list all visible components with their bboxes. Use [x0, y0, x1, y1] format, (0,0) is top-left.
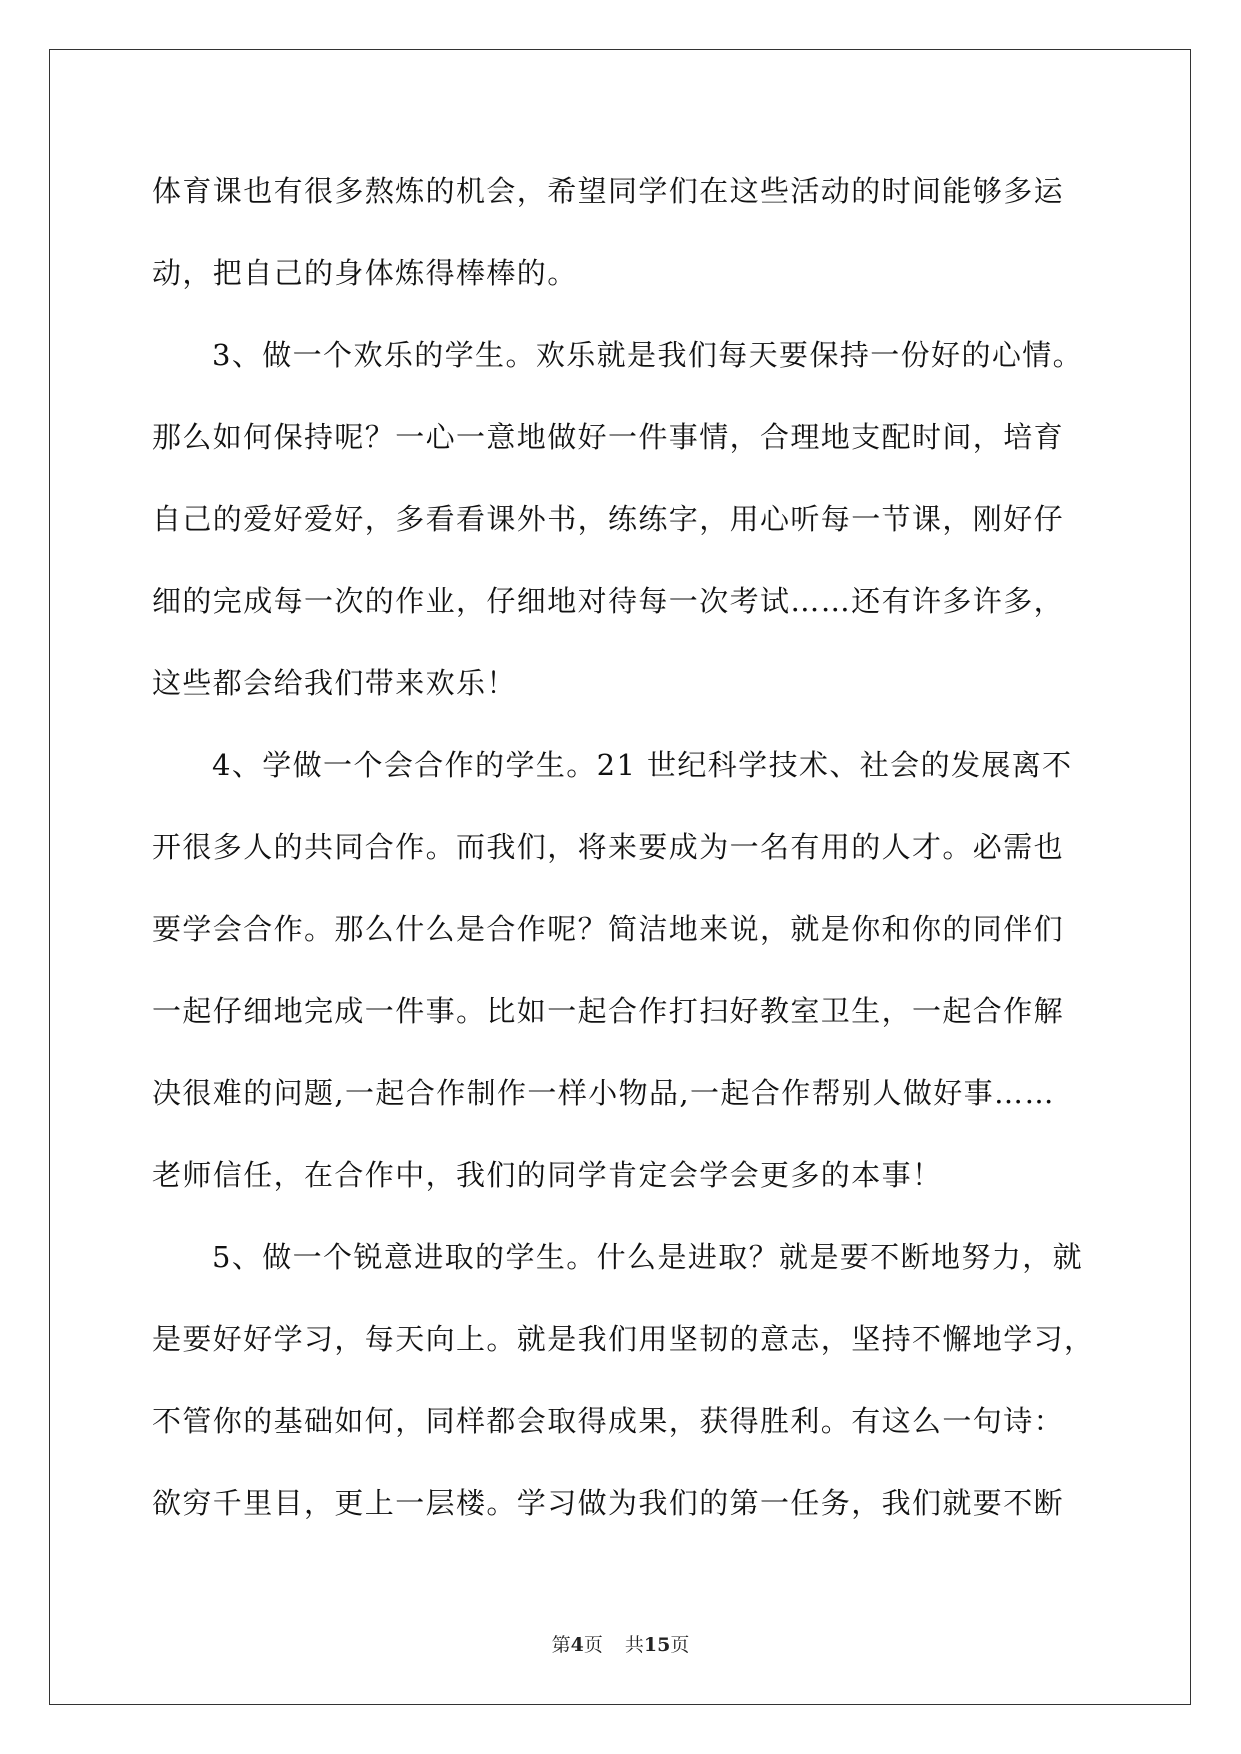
- text-line: 自己的爱好爱好，多看看课外书，练练字，用心听每一节课，刚好仔: [152, 502, 1065, 536]
- text-line: 不管你的基础如何，同样都会取得成果，获得胜利。有这么一句诗：: [152, 1404, 1065, 1438]
- text-line: 要学会合作。那么什么是合作呢？简洁地来说，就是你和你的同伴们: [152, 912, 1065, 946]
- paragraph-start-line: 5、做一个锐意进取的学生。什么是进取？就是要不断地努力，就: [212, 1240, 1084, 1274]
- page-number-footer: [0, 1630, 1241, 1657]
- document-body: [152, 163, 1095, 1557]
- text-line: 是要好好学习，每天向上。就是我们用坚韧的意志，坚持不懈地学习，: [152, 1322, 1095, 1356]
- text-line: 那么如何保持呢？一心一意地做好一件事情，合理地支配时间，培育: [152, 420, 1065, 454]
- text-line: 决很难的问题,一起合作制作一样小物品,一起合作帮别人做好事……: [152, 1076, 1055, 1110]
- text-line: 欲穷千里目，更上一层楼。学习做为我们的第一任务，我们就要不断: [152, 1486, 1065, 1520]
- footer-total-suffix: 页: [670, 1634, 690, 1656]
- text-line: 体育课也有很多熬炼的机会，希望同学们在这些活动的时间能够多运: [152, 174, 1065, 208]
- footer-page-suffix: 页: [583, 1634, 603, 1656]
- text-line: 细的完成每一次的作业，仔细地对待每一次考试……还有许多许多，: [152, 584, 1065, 618]
- current-page-number: 4: [570, 1634, 584, 1656]
- paragraph-start-line: 3、做一个欢乐的学生。欢乐就是我们每天要保持一份好的心情。: [212, 338, 1084, 372]
- footer-prefix: 第: [551, 1634, 571, 1656]
- footer-total-prefix: 共: [624, 1634, 644, 1656]
- paragraph-start-line: 4、学做一个会合作的学生。21 世纪科学技术、社会的发展离不: [212, 748, 1073, 782]
- total-page-count: 15: [643, 1634, 671, 1656]
- text-line: 老师信任，在合作中，我们的同学肯定会学会更多的本事！: [152, 1158, 943, 1192]
- text-line: 一起仔细地完成一件事。比如一起合作打扫好教室卫生，一起合作解: [152, 994, 1065, 1028]
- text-line: 动，把自己的身体炼得棒棒的。: [152, 256, 578, 290]
- text-line: 这些都会给我们带来欢乐！: [152, 666, 517, 700]
- text-line: 开很多人的共同合作。而我们，将来要成为一名有用的人才。必需也: [152, 830, 1065, 864]
